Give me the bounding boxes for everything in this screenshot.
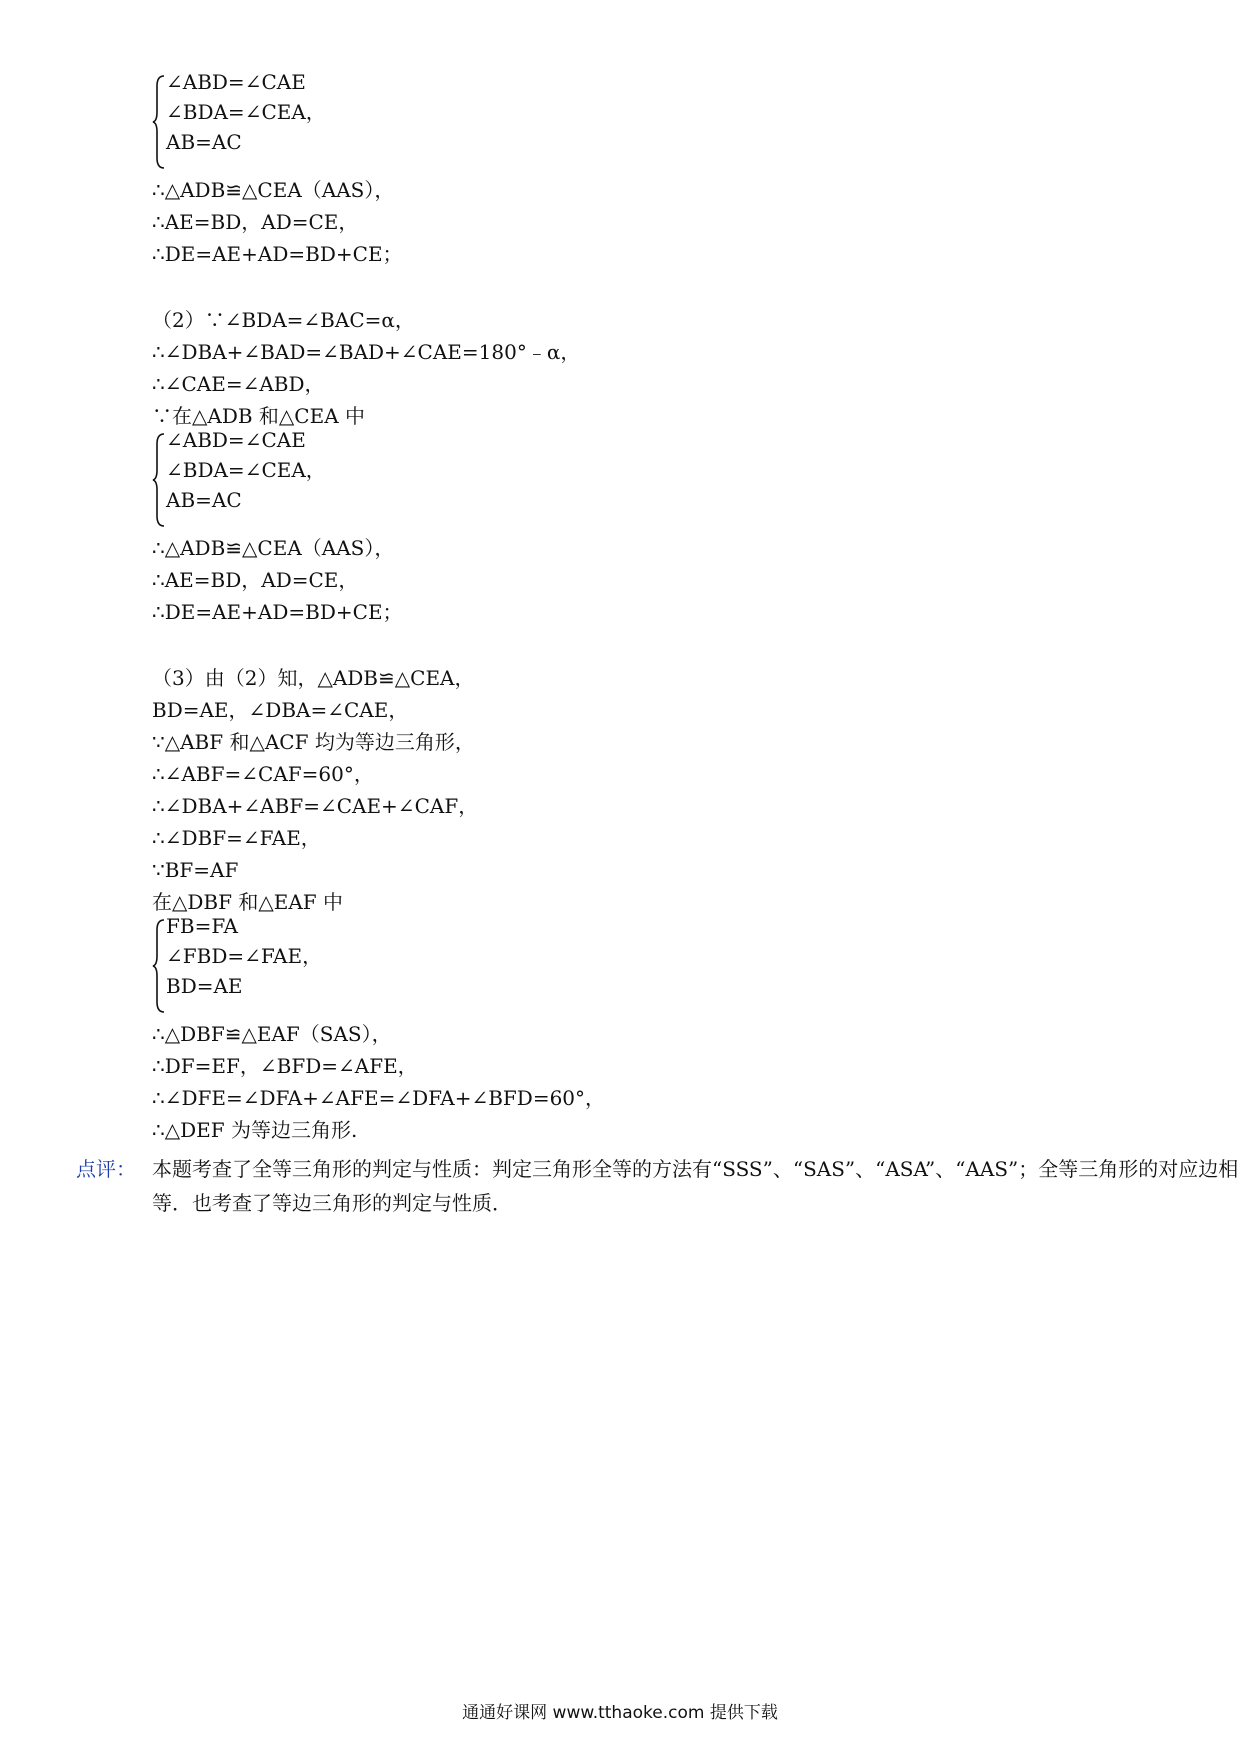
proof-line: BD=AE，∠DBA=∠CAE， (152, 698, 409, 722)
proof-line: ∵△ABF 和△ACF 均为等边三角形， (152, 730, 475, 754)
proof-line: ∵在△ADB 和△CEA 中 (152, 404, 365, 428)
proof-line: ∴∠DFE=∠DFA+∠AFE=∠DFA+∠BFD=60°， (152, 1086, 606, 1110)
proof-line: ∴∠DBF=∠FAE， (152, 826, 321, 850)
proof-line: ∴∠CAE=∠ABD， (152, 372, 325, 396)
equation-system-2 (152, 428, 452, 528)
proof-line: ∴∠DBA+∠BAD=∠BAD+∠CAE=180°﹣α， (152, 340, 581, 364)
left-brace-icon (152, 432, 166, 528)
system-line: ∠BDA=∠CEA， (166, 100, 326, 124)
proof-line: ∴∠ABF=∠CAF=60°， (152, 762, 374, 786)
equation-system-1 (152, 70, 452, 170)
proof-line: ∴AE=BD，AD=CE， (152, 568, 359, 592)
left-brace-icon (152, 74, 166, 170)
system-line: AB=AC (166, 488, 242, 512)
comment-label: 点评： (76, 1157, 136, 1181)
system-line: FB=FA (166, 914, 238, 938)
system-line: AB=AC (166, 130, 242, 154)
proof-line: ∴∠DBA+∠ABF=∠CAE+∠CAF， (152, 794, 479, 818)
proof-line: ∴DE=AE+AD=BD+CE； (152, 600, 403, 624)
proof-line: ∴AE=BD，AD=CE， (152, 210, 359, 234)
system-line: ∠BDA=∠CEA， (166, 458, 326, 482)
proof-line: ∴DF=EF，∠BFD=∠AFE， (152, 1054, 418, 1078)
proof-line: ∴△ADB≌△CEA（AAS）， (152, 536, 395, 560)
proof-line: （2）∵∠BDA=∠BAC=α， (152, 308, 415, 332)
system-line: ∠FBD=∠FAE， (166, 944, 323, 968)
proof-line: ∴DE=AE+AD=BD+CE； (152, 242, 403, 266)
system-line: BD=AE (166, 974, 243, 998)
proof-line: ∴△ADB≌△CEA（AAS）， (152, 178, 395, 202)
system-line: ∠ABD=∠CAE (166, 70, 306, 94)
system-line: ∠ABD=∠CAE (166, 428, 306, 452)
equation-system-3 (152, 914, 452, 1014)
proof-line: ∵BF=AF (152, 858, 239, 882)
comment-text: 本题考查了全等三角形的判定与性质：判定三角形全等的方法有“SSS”、“SAS”、“ASA”、“AAS”；全等三角形的对应边相等．也考查了等边三角形的判定与性质． (152, 1157, 1239, 1215)
proof-line: ∴△DEF 为等边三角形. (152, 1118, 358, 1142)
proof-line: （3）由（2）知，△ADB≌△CEA， (152, 666, 475, 690)
left-brace-icon (152, 918, 166, 1014)
proof-line: 在△DBF 和△EAF 中 (152, 890, 344, 914)
proof-line: ∴△DBF≌△EAF（SAS）， (152, 1022, 392, 1046)
page-footer: 通通好课网 www.tthaoke.com 提供下载 (462, 1703, 778, 1723)
